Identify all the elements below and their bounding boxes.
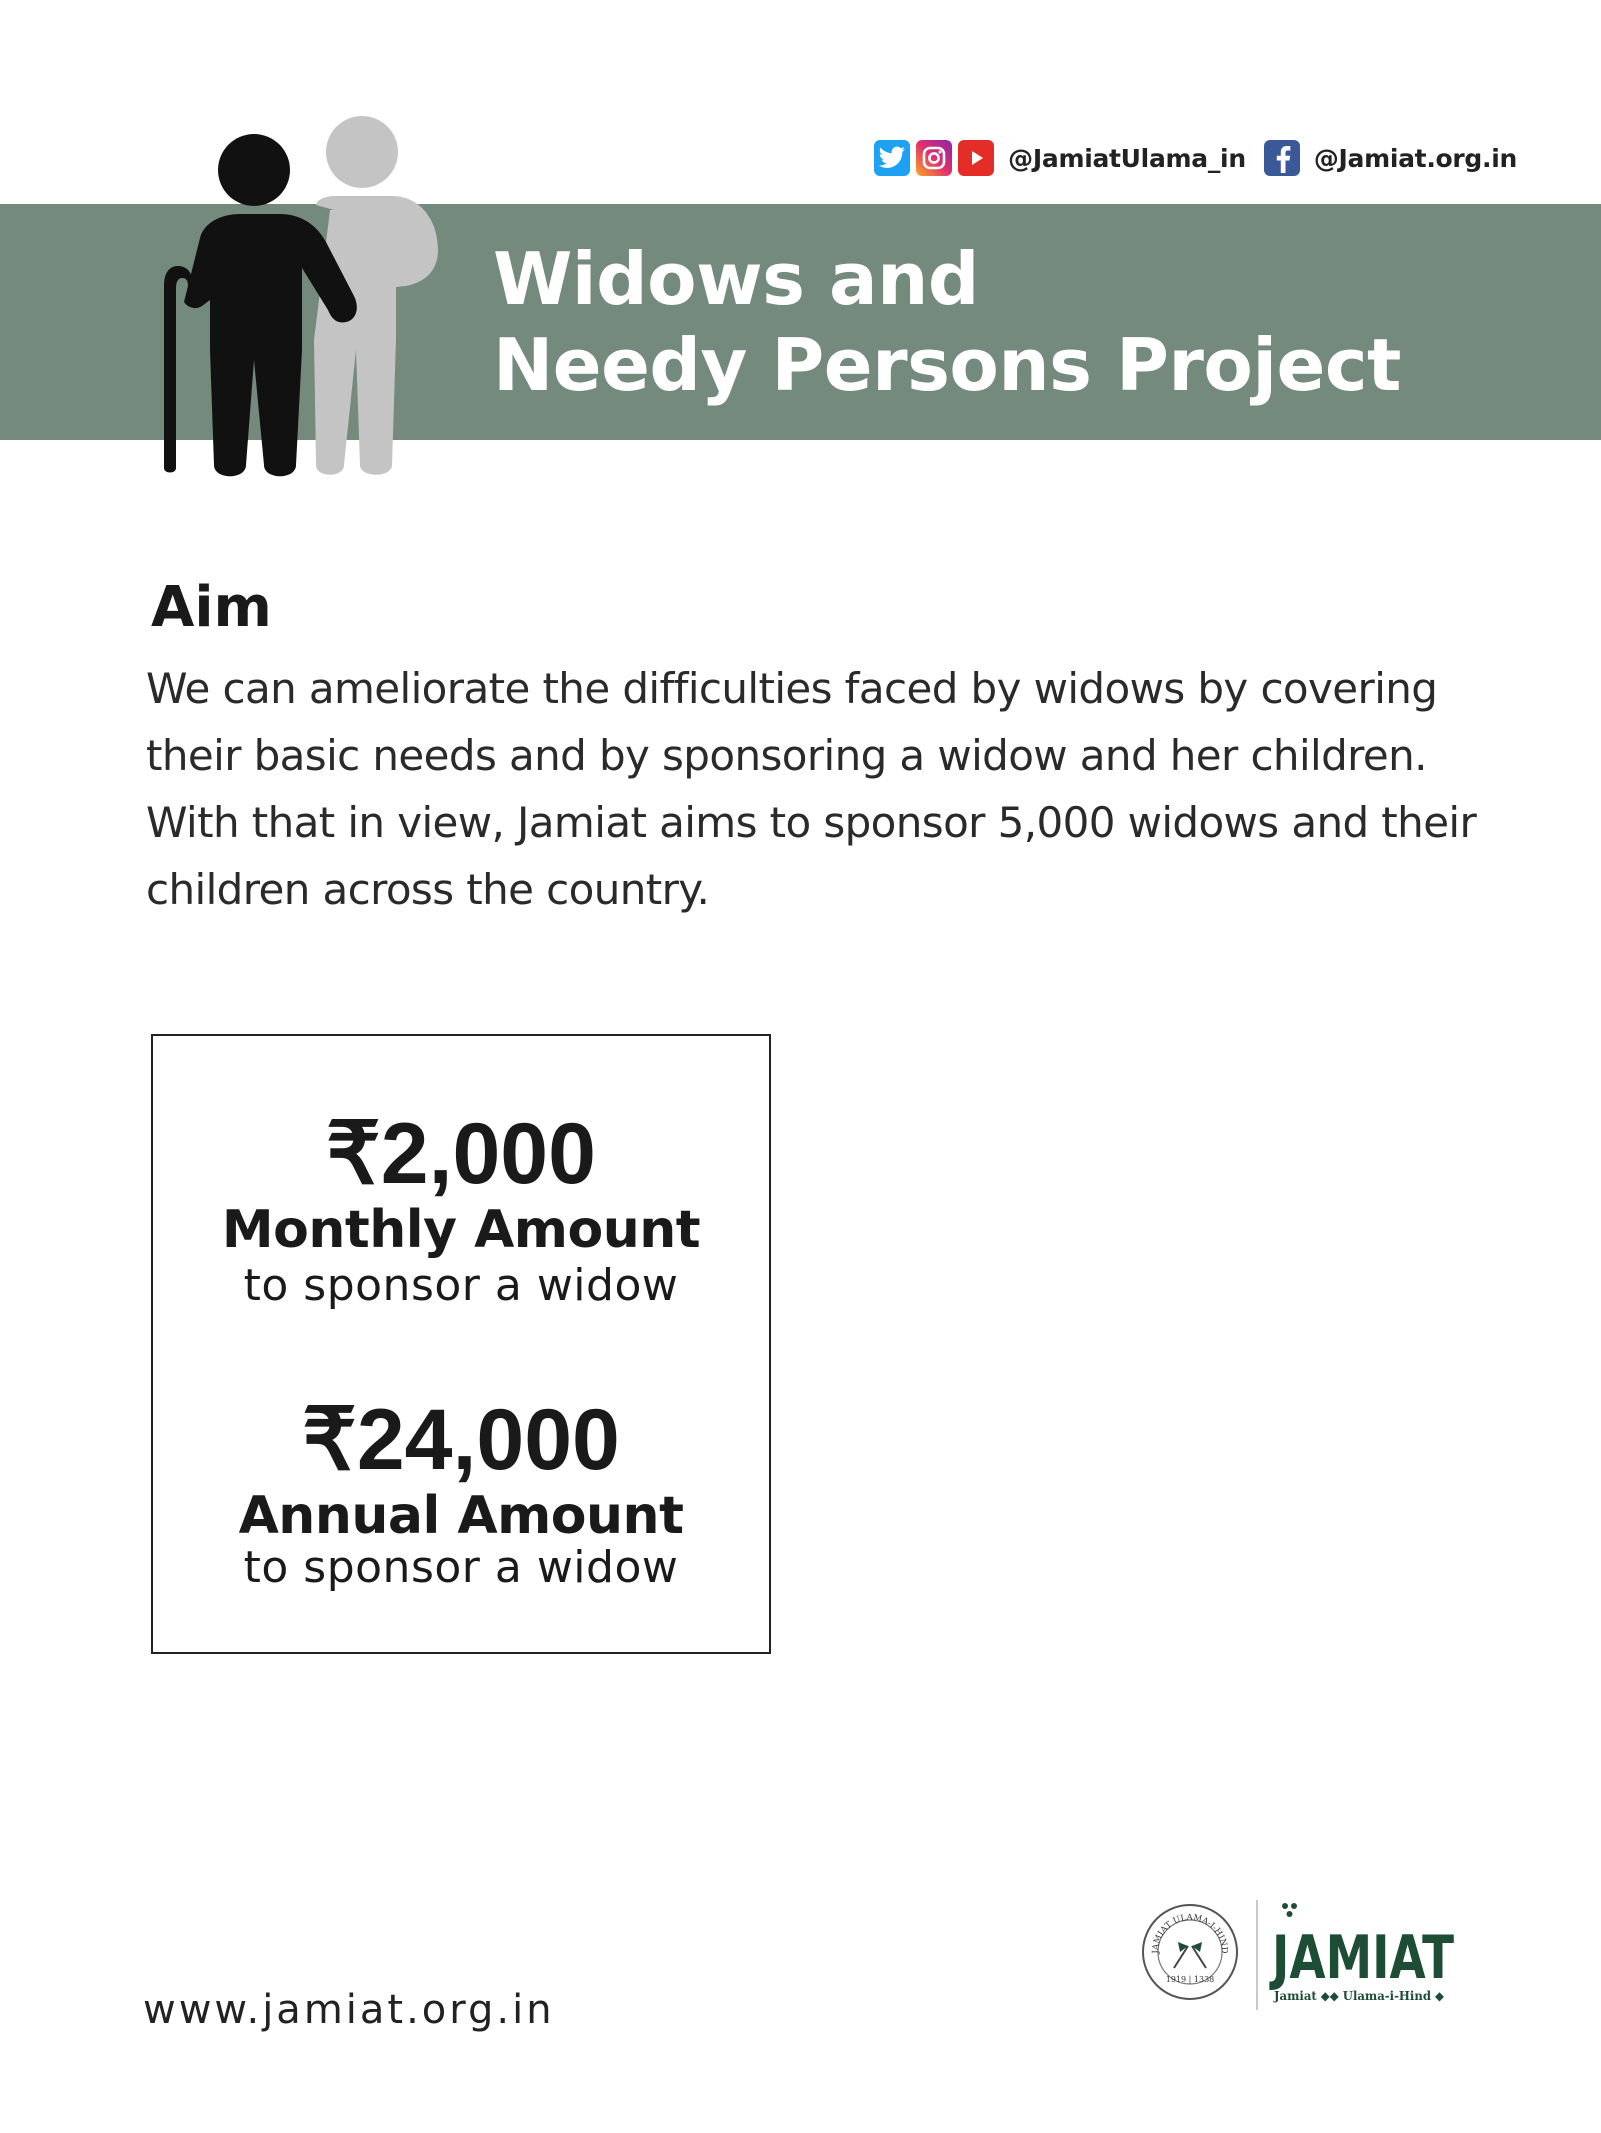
social-handle-primary[interactable]: @JamiatUlama_in	[1008, 143, 1246, 173]
aim-heading: Aim	[151, 575, 272, 640]
sponsorship-box	[151, 1034, 771, 1654]
youtube-icon[interactable]	[958, 140, 994, 176]
logo-divider	[1256, 1900, 1258, 2010]
instagram-icon[interactable]	[916, 140, 952, 176]
aim-description: We can ameliorate the difficulties faced by widows by covering their basic needs and by sponsoring a widow and her children. With that in view, Jamiat aims to sponsor 5,000 widows and their children across the country.	[146, 664, 1477, 914]
monthly-amount-value: ₹2,000	[326, 1106, 596, 1202]
page-title-line1: Widows and	[493, 237, 979, 321]
twitter-icon[interactable]	[874, 140, 910, 176]
social-strip	[874, 136, 1517, 180]
jamiat-logo	[1270, 1900, 1460, 2008]
website-link[interactable]: www.jamiat.org.in	[143, 1987, 555, 2033]
facebook-icon[interactable]	[1264, 140, 1300, 176]
social-handle-facebook[interactable]: @Jamiat.org.in	[1313, 143, 1517, 173]
svg-text:Jamiat ◆◆ Ulama-i-Hind ◆: Jamiat ◆◆ Ulama-i-Hind ◆	[1273, 1989, 1445, 2003]
monthly-amount-label: Monthly Amount	[221, 1200, 701, 1260]
svg-text:JAMIAT: JAMIAT	[1268, 1923, 1455, 1993]
organization-seal-icon	[1140, 1902, 1240, 2002]
svg-text:1919 | 1338: 1919 | 1338	[1165, 1975, 1215, 1984]
annual-amount-subtitle: to sponsor a widow	[243, 1542, 679, 1593]
annual-amount-value: ₹24,000	[302, 1392, 620, 1488]
svg-text:JAMIAT ULAMA-I-HIND: JAMIAT ULAMA-I-HIND	[1150, 1912, 1230, 1954]
annual-amount-label: Annual Amount	[238, 1486, 684, 1546]
page-title	[493, 236, 1401, 408]
page-title-line2: Needy Persons Project	[493, 323, 1401, 407]
monthly-amount-subtitle: to sponsor a widow	[243, 1260, 679, 1311]
elderly-persons-icon	[130, 110, 450, 480]
